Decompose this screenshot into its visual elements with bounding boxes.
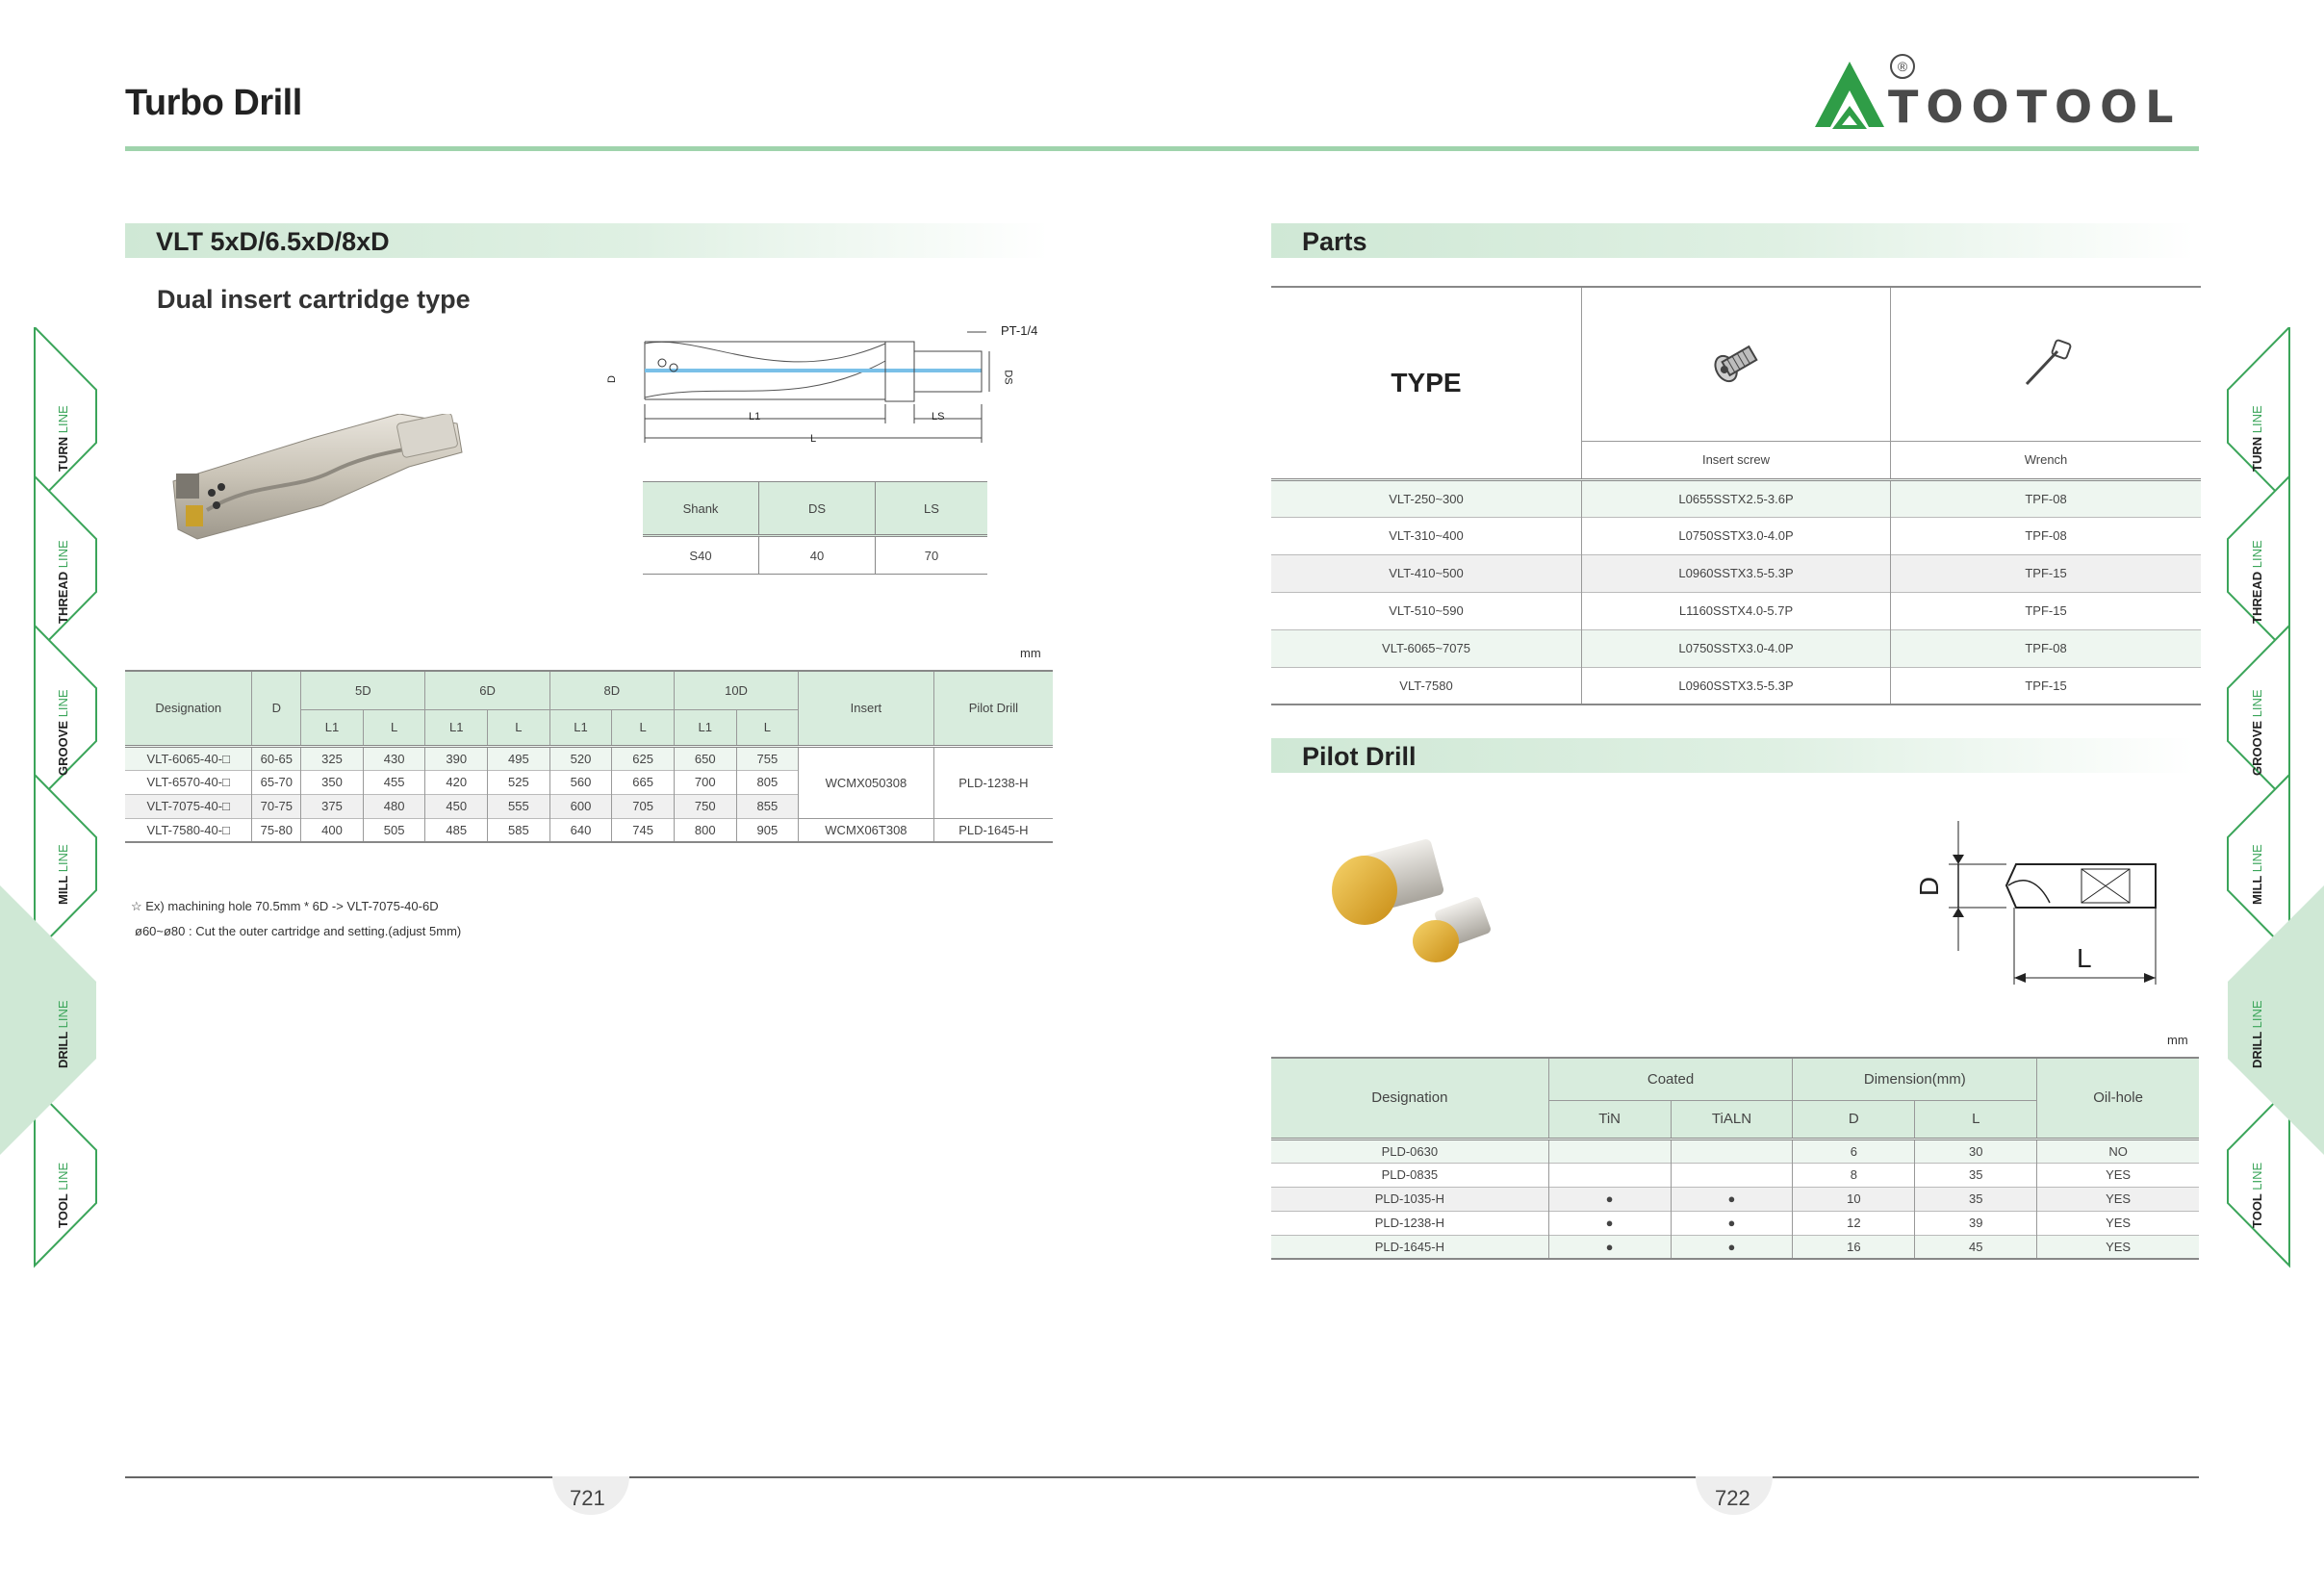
pilot-drill-dimension-diagram [1910, 816, 2160, 989]
cell: 325 [301, 746, 364, 770]
side-tab-turn[interactable] [56, 405, 70, 472]
cell: 600 [549, 794, 612, 818]
cell: 525 [488, 770, 550, 794]
row-designation: VLT-7075-40-□ [125, 794, 252, 818]
side-tab-label: THREAD [56, 571, 70, 624]
side-tab-label: MILL [2250, 875, 2264, 905]
diagram-label-l1: L1 [749, 411, 761, 423]
row-d: 65-70 [252, 770, 301, 794]
section-header-parts [1271, 223, 2195, 258]
cell: 6 [1793, 1139, 1915, 1163]
type-cell: VLT-310~400 [1271, 517, 1582, 554]
sub-l1: L1 [425, 709, 488, 746]
wrench-cell: TPF-15 [2025, 603, 2067, 618]
cell: ● [1548, 1235, 1671, 1259]
cell: 705 [612, 794, 675, 818]
cell: PLD-1035-H [1271, 1187, 1548, 1211]
side-tab-tool[interactable] [56, 1163, 70, 1228]
insert-b: WCMX06T308 [799, 818, 934, 842]
cell: 495 [488, 746, 550, 770]
side-tab-label: THREAD [2250, 571, 2264, 624]
section-header-vlt [125, 223, 1049, 258]
cell: ● [1671, 1235, 1793, 1259]
pilot-drill-table [1271, 1057, 2199, 1260]
ds-value: 40 [759, 536, 876, 575]
sub-l: L [736, 709, 799, 746]
side-tab-line: LINE [2250, 405, 2264, 434]
cell: 520 [549, 746, 612, 770]
table-row [1271, 1139, 2199, 1163]
wrench-cell: TPF-15 [2025, 678, 2067, 693]
cell: 555 [488, 794, 550, 818]
cell [1548, 1163, 1671, 1187]
cell: 30 [1915, 1139, 2037, 1163]
table-row [1271, 1211, 2199, 1235]
group-10d: 10D [674, 671, 798, 709]
side-tab-line: LINE [56, 1000, 70, 1029]
wrench-cell: TPF-08 [2025, 641, 2067, 655]
screw-cell: L0960SSTX3.5-5.3P [1582, 667, 1891, 704]
cell [1671, 1163, 1793, 1187]
sub-l: L [488, 709, 550, 746]
cell: 485 [425, 818, 488, 842]
turbo-drill-image [168, 414, 486, 549]
diagram-label-ls: LS [932, 411, 945, 423]
cell: PLD-1645-H [1271, 1235, 1548, 1259]
wrench-icon [2017, 334, 2075, 392]
right-side-tabs-shape [2218, 327, 2324, 1290]
side-tab-line: LINE [2250, 844, 2264, 873]
sub-l1: L1 [674, 709, 736, 746]
wrench-cell: TPF-08 [2025, 491, 2067, 506]
table-row [1271, 629, 2201, 667]
sub-d: D [1793, 1100, 1915, 1139]
col-wrench: Wrench [2024, 452, 2068, 467]
side-tab-label: DRILL [2250, 1031, 2264, 1068]
side-tab-label: TOOL [2250, 1193, 2264, 1228]
cell: 855 [736, 794, 799, 818]
cell: 455 [363, 770, 425, 794]
type-cell: VLT-250~300 [1271, 479, 1582, 517]
wrench-cell: TPF-08 [2025, 528, 2067, 543]
row-designation: VLT-6065-40-□ [125, 746, 252, 770]
sub-l: L [1915, 1100, 2037, 1139]
table-row [1271, 1235, 2199, 1259]
cell: 39 [1915, 1211, 2037, 1235]
table-row [1271, 592, 2201, 629]
cell: 800 [674, 818, 736, 842]
cell: 10 [1793, 1187, 1915, 1211]
shank-value: S40 [643, 536, 759, 575]
side-tab-label: TURN [2250, 436, 2264, 472]
side-tab-mill[interactable] [56, 844, 70, 905]
vlt-dimension-table [125, 670, 1053, 843]
side-tab-line: LINE [2250, 540, 2264, 569]
cell: 375 [301, 794, 364, 818]
cell: 430 [363, 746, 425, 770]
wrench-image-cell [1891, 287, 2202, 441]
group-8d: 8D [549, 671, 674, 709]
side-tab-line: LINE [56, 405, 70, 434]
side-tab-line: LINE [2250, 1000, 2264, 1029]
insert-screw-icon [1707, 334, 1765, 392]
pilot-drill-image [1318, 828, 1520, 982]
cell: ● [1548, 1211, 1671, 1235]
shank-table [643, 481, 987, 575]
section-header-pilot [1271, 738, 2195, 773]
note-adjust: ø60~ø80 : Cut the outer cartridge and setting.(adjust 5mm) [135, 924, 462, 938]
cell: 665 [612, 770, 675, 794]
cell: ● [1548, 1187, 1671, 1211]
cell: YES [2106, 1239, 2132, 1254]
type-cell: VLT-410~500 [1271, 554, 1582, 592]
page-number-left: 721 [570, 1486, 605, 1510]
cell: 905 [736, 818, 799, 842]
col-designation: Designation [1271, 1058, 1548, 1139]
screw-cell: L0960SSTX3.5-5.3P [1582, 554, 1891, 592]
screw-cell: L0750SSTX3.0-4.0P [1582, 517, 1891, 554]
wrench-cell: TPF-15 [2025, 566, 2067, 580]
diagram-label-pt: PT-1/4 [1001, 323, 1038, 338]
row-designation: VLT-7580-40-□ [125, 818, 252, 842]
cell: 700 [674, 770, 736, 794]
table-row [1271, 1163, 2199, 1187]
cell: 8 [1793, 1163, 1915, 1187]
col-d: D [252, 671, 301, 746]
cell: 650 [674, 746, 736, 770]
insert-a: WCMX050308 [799, 746, 934, 818]
table-row [1271, 667, 2201, 704]
cell: 350 [301, 770, 364, 794]
registered-mark: ® [1890, 54, 1915, 79]
cell: 640 [549, 818, 612, 842]
cell: PLD-1238-H [1271, 1211, 1548, 1235]
cell: 560 [549, 770, 612, 794]
type-cell: VLT-7580 [1271, 667, 1582, 704]
side-tab-label: TOOL [56, 1193, 70, 1228]
cell: 420 [425, 770, 488, 794]
left-side-tabs-shape [0, 327, 106, 1290]
cell: 390 [425, 746, 488, 770]
cell: NO [2108, 1143, 2128, 1159]
col-coated: Coated [1548, 1058, 1793, 1100]
side-tab-line: LINE [56, 689, 70, 718]
cell: 12 [1793, 1211, 1915, 1235]
cell: 585 [488, 818, 550, 842]
cell: 480 [363, 794, 425, 818]
side-tab-label: TURN [56, 436, 70, 472]
screw-cell: L1160SSTX4.0-5.7P [1582, 592, 1891, 629]
side-tab-label: DRILL [56, 1031, 70, 1068]
side-tab-thread-right[interactable] [2250, 540, 2264, 624]
section-title: Pilot Drill [1302, 742, 1417, 771]
sub-l1: L1 [301, 709, 364, 746]
diagram-label-l: L [810, 433, 817, 445]
side-tab-turn-right[interactable] [2250, 405, 2264, 472]
ls-header: LS [924, 500, 939, 516]
screw-cell: L0655SSTX2.5-3.6P [1582, 479, 1891, 517]
cell: 745 [612, 818, 675, 842]
pilot-diagram-label-l: L [2077, 943, 2092, 973]
group-5d: 5D [301, 671, 425, 709]
cell: 400 [301, 818, 364, 842]
side-tab-line: LINE [56, 540, 70, 569]
side-tab-line: LINE [56, 1162, 70, 1191]
row-d: 75-80 [252, 818, 301, 842]
side-tab-line: LINE [56, 844, 70, 873]
table-row [1271, 479, 2201, 517]
cell: YES [2106, 1191, 2132, 1206]
side-tab-mill-right[interactable] [2250, 844, 2264, 905]
cell [1548, 1139, 1671, 1163]
footer-rule [125, 1476, 2199, 1478]
sub-tin: TiN [1548, 1100, 1671, 1139]
unit-label-left: mm [1020, 646, 1041, 660]
cell: 35 [1915, 1163, 2037, 1187]
cell: 450 [425, 794, 488, 818]
side-tab-drill[interactable] [56, 1000, 70, 1068]
subtitle: Dual insert cartridge type [157, 285, 471, 314]
cell [1671, 1139, 1793, 1163]
type-cell: VLT-6065~7075 [1271, 629, 1582, 667]
cell: 750 [674, 794, 736, 818]
pilot-b: PLD-1645-H [958, 822, 1029, 837]
table-row [1271, 554, 2201, 592]
sub-tialn: TiALN [1671, 1100, 1793, 1139]
unit-label-right: mm [2167, 1033, 2188, 1047]
cell: 16 [1793, 1235, 1915, 1259]
logo-wordmark: TOOTOOL [1888, 81, 2182, 133]
table-row [125, 818, 1053, 842]
page-title: Turbo Drill [125, 83, 302, 123]
type-cell: VLT-510~590 [1271, 592, 1582, 629]
col-designation: Designation [125, 671, 252, 746]
side-tab-label: GROOVE [2250, 720, 2264, 776]
tootool-logo-icon [1811, 58, 1888, 137]
side-tab-tool-right[interactable] [2250, 1163, 2264, 1228]
section-title: VLT 5xD/6.5xD/8xD [156, 227, 390, 256]
cell: YES [2106, 1167, 2132, 1182]
pilot-a: PLD-1238-H [933, 746, 1053, 818]
title-rule [125, 146, 2199, 151]
pilot-diagram-label-d: D [1914, 876, 1945, 897]
table-row [1271, 517, 2201, 554]
cell: PLD-0835 [1271, 1163, 1548, 1187]
ds-header: DS [759, 482, 876, 536]
drill-dimension-diagram [606, 322, 1049, 457]
diagram-label-ds: DS [1002, 370, 1014, 385]
side-tab-thread[interactable] [56, 540, 70, 624]
cell: 755 [736, 746, 799, 770]
col-dimension: Dimension(mm) [1793, 1058, 2037, 1100]
col-insert-screw: Insert screw [1582, 441, 1891, 479]
cell: 805 [736, 770, 799, 794]
side-tab-label: GROOVE [56, 720, 70, 776]
side-tab-line: LINE [2250, 689, 2264, 718]
insert-screw-image-cell [1582, 287, 1891, 441]
cell: 45 [1915, 1235, 2037, 1259]
cell: YES [2106, 1216, 2132, 1230]
parts-table [1271, 286, 2201, 705]
sub-l1: L1 [549, 709, 612, 746]
section-title: Parts [1302, 227, 1367, 256]
side-tab-groove[interactable] [56, 689, 70, 776]
col-pilot-drill: Pilot Drill [968, 701, 1018, 716]
cell: PLD-0630 [1271, 1139, 1548, 1163]
side-tab-label: MILL [56, 875, 70, 905]
side-tab-line: LINE [2250, 1162, 2264, 1191]
group-6d: 6D [425, 671, 549, 709]
type-label: TYPE [1271, 287, 1582, 479]
col-oil-hole: Oil-hole [2093, 1089, 2143, 1107]
sub-l: L [363, 709, 425, 746]
row-designation: VLT-6570-40-□ [125, 770, 252, 794]
page-number-right: 722 [1715, 1486, 1750, 1510]
cell: 35 [1915, 1187, 2037, 1211]
cell: ● [1671, 1187, 1793, 1211]
sub-l: L [612, 709, 675, 746]
diagram-label-d: D [605, 375, 618, 383]
row-d: 60-65 [252, 746, 301, 770]
side-tab-drill-right[interactable] [2250, 1000, 2264, 1068]
shank-header: Shank [643, 482, 759, 536]
row-d: 70-75 [252, 794, 301, 818]
cell: ● [1671, 1211, 1793, 1235]
cell: 505 [363, 818, 425, 842]
side-tab-groove-right[interactable] [2250, 689, 2264, 776]
screw-cell: L0750SSTX3.0-4.0P [1582, 629, 1891, 667]
note-example: ☆ Ex) machining hole 70.5mm * 6D -> VLT-7075-40-6D [131, 899, 439, 913]
table-row [1271, 1187, 2199, 1211]
col-insert: Insert [799, 671, 934, 746]
cell: 625 [612, 746, 675, 770]
table-row [125, 746, 1053, 770]
ls-value: 70 [924, 548, 939, 563]
